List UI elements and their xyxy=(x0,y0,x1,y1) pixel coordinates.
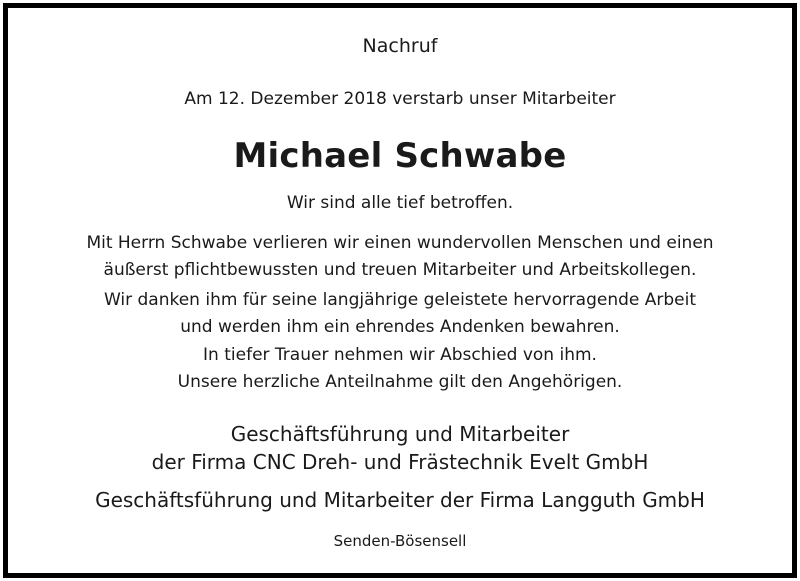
body-line: und werden ihm ein ehrendes Andenken bewahren. xyxy=(180,317,620,337)
intro-text: Am 12. Dezember 2018 verstarb unser Mitarbeiter xyxy=(184,89,616,109)
body-line: In tiefer Trauer nehmen wir Abschied von ihm. xyxy=(203,345,597,365)
notice-heading: Nachruf xyxy=(362,35,438,57)
condolence-statement: Wir sind alle tief betroffen. xyxy=(286,193,514,213)
body-line: Wir danken ihm für seine langjährige geleistete hervorragende Arbeit xyxy=(103,290,697,310)
body-line: Unsere herzliche Anteilnahme gilt den Angehörigen. xyxy=(177,372,623,392)
body-line: äußerst pflichtbewussten und treuen Mitarbeiter und Arbeitskollegen. xyxy=(103,260,697,280)
body-line: Mit Herrn Schwabe verlieren wir einen wundervollen Menschen und einen xyxy=(86,233,714,253)
signatory-line: Geschäftsführung und Mitarbeiter der Firma Langguth GmbH xyxy=(95,488,705,512)
signatory-line: der Firma CNC Dreh- und Frästechnik Evelt GmbH xyxy=(151,450,649,474)
place-name: Senden-Bösensell xyxy=(333,532,467,550)
signatory-line: Geschäftsführung und Mitarbeiter xyxy=(230,422,570,446)
deceased-name: Michael Schwabe xyxy=(233,136,567,176)
